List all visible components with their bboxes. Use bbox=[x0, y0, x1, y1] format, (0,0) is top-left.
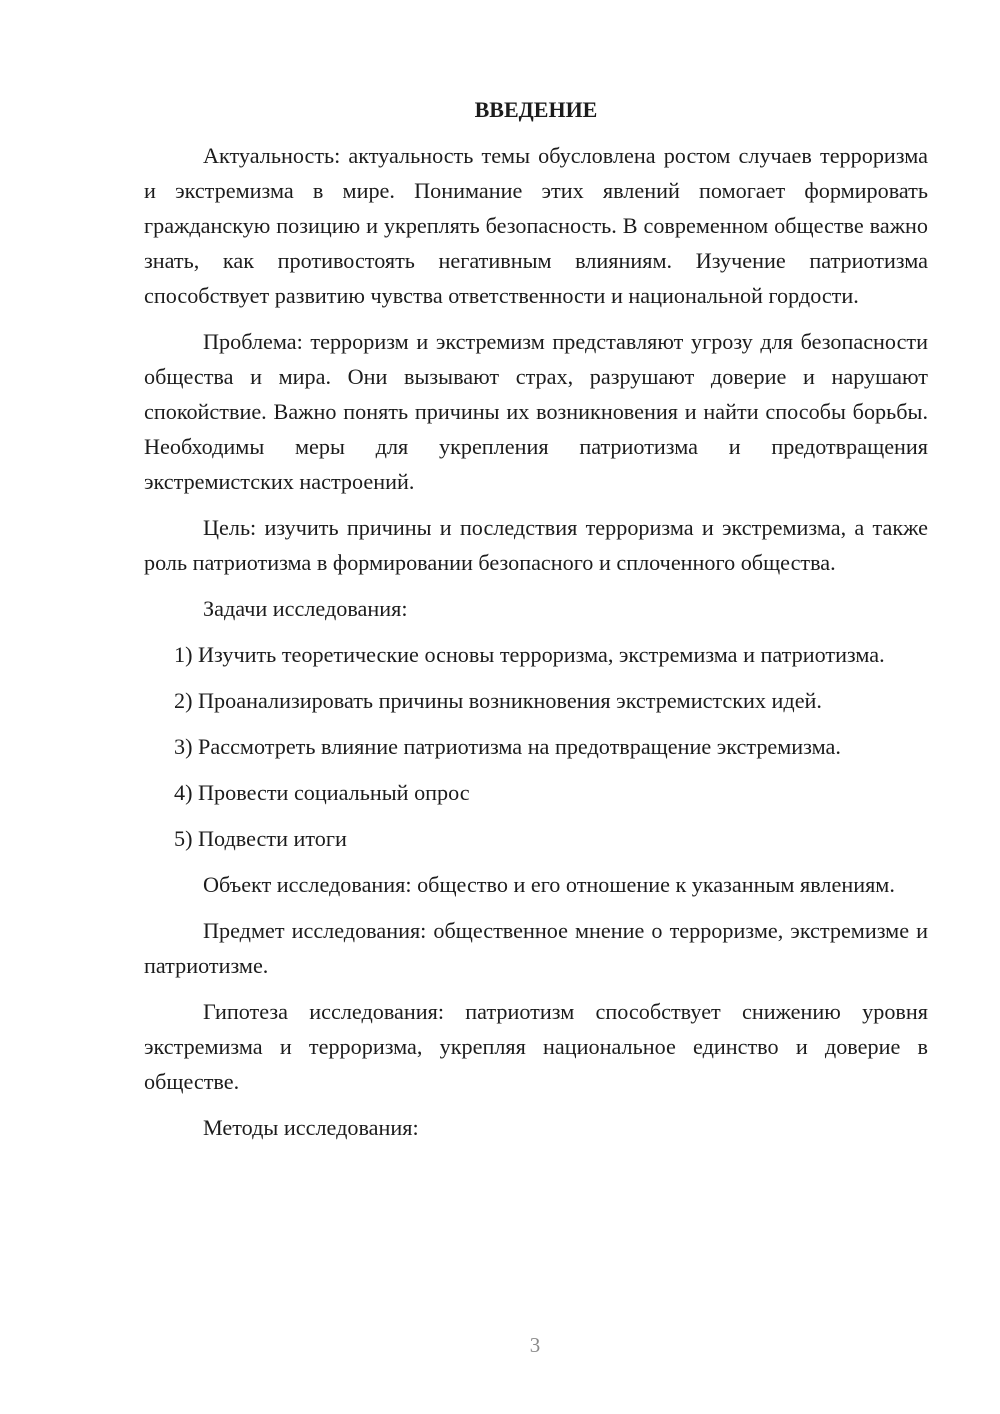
goal-paragraph: Цель: изучить причины и последствия терроризма и экстремизма, а также роль патриотизма в формировании безопасного и сплоченного общества. bbox=[144, 515, 928, 575]
subject-paragraph: Предмет исследования: общественное мнение о терроризме, экстремизме и патриотизме. bbox=[144, 918, 928, 978]
object-paragraph: Объект исследования: общество и его отношение к указанным явлениям. bbox=[203, 872, 895, 897]
page-number: 3 bbox=[529, 1333, 541, 1357]
task-item-1: 1) Изучить теоретические основы терроризма, экстремизма и патриотизма. bbox=[174, 642, 885, 667]
task-item-4: 4) Провести социальный опрос bbox=[174, 780, 470, 805]
task-item-2: 2) Проанализировать причины возникновения экстремистских идей. bbox=[174, 688, 822, 713]
methods-heading: Методы исследования: bbox=[203, 1115, 419, 1140]
document-body bbox=[144, 92, 928, 1145]
problem-paragraph: Проблема: терроризм и экстремизм представляют угрозу для безопасности общества и мира. Они вызывают страх, разрушают доверие и нарушают спокойствие. Важно понять причины их возникновения и найти способы борьбы. Необходимы меры для укрепления патриотизма и предотвращения экстремистских настроений. bbox=[144, 329, 928, 494]
task-item-5: 5) Подвести итоги bbox=[174, 826, 347, 851]
task-item-3: 3) Рассмотреть влияние патриотизма на предотвращение экстремизма. bbox=[174, 734, 841, 759]
relevance-paragraph: Актуальность: актуальность темы обусловлена ростом случаев терроризма и экстремизма в мире. Понимание этих явлений помогает формировать гражданскую позицию и укреплять безопасность. В современном обществе важно знать, как противостоять негативным влияниям. Изучение патриотизма способствует развитию чувства ответственности и национальной гордости. bbox=[144, 143, 928, 308]
tasks-heading: Задачи исследования: bbox=[203, 596, 408, 621]
page-title: ВВЕДЕНИЕ bbox=[474, 97, 598, 122]
hypothesis-paragraph: Гипотеза исследования: патриотизм способствует снижению уровня экстремизма и терроризма, укрепляя национальное единство и доверие в обществе. bbox=[144, 999, 928, 1094]
